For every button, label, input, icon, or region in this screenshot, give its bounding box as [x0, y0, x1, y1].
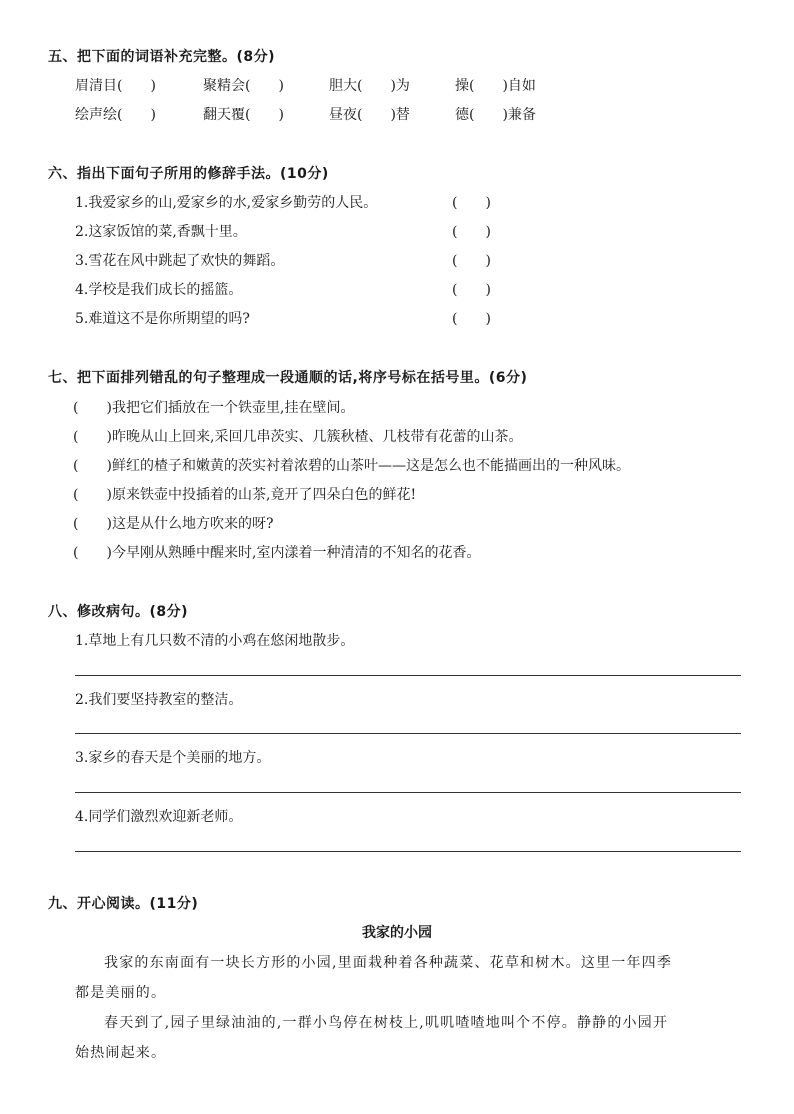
order-blank[interactable]: ( )	[73, 487, 112, 503]
answer-blank[interactable]: ( )	[452, 253, 491, 269]
passage-line: 始热闹起来。	[75, 1045, 167, 1061]
scrambled-sentence: 原来铁壶中投插着的山茶,竟开了四朵白色的鲜花!	[112, 487, 417, 503]
answer-blank[interactable]: ( )	[452, 224, 491, 240]
scrambled-sentence: 昨晚从山上回来,采回几串茨实、几簇秋楂、几枝带有花蕾的山茶。	[112, 429, 523, 445]
rhetoric-sentence: 5.难道这不是你所期望的吗?	[75, 311, 250, 327]
rhetoric-sentence: 2.这家饭馆的菜,香飘十里。	[75, 224, 247, 240]
faulty-sentence: 2.我们要坚持教室的整洁。	[75, 692, 243, 708]
answer-line[interactable]	[75, 675, 741, 676]
rhetoric-sentence: 1.我爱家乡的山,爱家乡的水,爱家乡勤劳的人民。	[75, 195, 378, 211]
scrambled-sentence: 今早刚从熟睡中醒来时,室内漾着一种清清的不知名的花香。	[112, 545, 481, 561]
order-blank[interactable]: ( )	[73, 458, 112, 474]
idiom-blank[interactable]: 翻天覆( )	[203, 107, 284, 123]
passage-line: 都是美丽的。	[75, 985, 167, 1001]
scrambled-sentence: 这是从什么地方吹来的呀?	[112, 516, 274, 532]
passage-title: 我家的小园	[362, 925, 432, 941]
answer-blank[interactable]: ( )	[452, 311, 491, 327]
idiom-blank[interactable]: 操( )自如	[455, 78, 536, 94]
order-blank[interactable]: ( )	[73, 400, 112, 416]
idiom-blank[interactable]: 昼夜( )替	[329, 107, 410, 123]
faulty-sentence: 1.草地上有几只数不清的小鸡在悠闲地散步。	[75, 633, 355, 649]
faulty-sentence: 4.同学们激烈欢迎新老师。	[75, 809, 243, 825]
passage-line: 春天到了,园子里绿油油的,一群小鸟停在树枝上,叽叽喳喳地叫个不停。静静的小园开	[104, 1015, 669, 1031]
section-5-title: 五、把下面的词语补充完整。(8分)	[48, 49, 276, 65]
section-6-title: 六、指出下面句子所用的修辞手法。(10分)	[48, 166, 329, 182]
rhetoric-sentence: 3.雪花在风中跳起了欢快的舞蹈。	[75, 253, 285, 269]
order-blank[interactable]: ( )	[73, 545, 112, 561]
order-blank[interactable]: ( )	[73, 516, 112, 532]
idiom-blank[interactable]: 德( )兼备	[455, 107, 536, 123]
answer-line[interactable]	[75, 851, 741, 852]
answer-line[interactable]	[75, 733, 741, 734]
section-9-title: 九、开心阅读。(11分)	[48, 896, 199, 912]
answer-line[interactable]	[75, 792, 741, 793]
idiom-blank[interactable]: 眉清目( )	[75, 78, 156, 94]
scrambled-sentence: 我把它们插放在一个铁壶里,挂在壁间。	[112, 400, 355, 416]
idiom-blank[interactable]: 聚精会( )	[203, 78, 284, 94]
answer-blank[interactable]: ( )	[452, 282, 491, 298]
scrambled-sentence: 鲜红的楂子和嫩黄的茨实衬着浓碧的山茶叶——这是怎么也不能描画出的一种风味。	[112, 458, 630, 474]
order-blank[interactable]: ( )	[73, 429, 112, 445]
idiom-blank[interactable]: 绘声绘( )	[75, 107, 156, 123]
rhetoric-sentence: 4.学校是我们成长的摇篮。	[75, 282, 243, 298]
section-8-title: 八、修改病句。(8分)	[48, 604, 189, 620]
faulty-sentence: 3.家乡的春天是个美丽的地方。	[75, 750, 271, 766]
passage-line: 我家的东南面有一块长方形的小园,里面栽种着各种蔬菜、花草和树木。这里一年四季	[104, 955, 673, 971]
section-7-title: 七、把下面排列错乱的句子整理成一段通顺的话,将序号标在括号里。(6分)	[48, 370, 528, 386]
answer-blank[interactable]: ( )	[452, 195, 491, 211]
idiom-blank[interactable]: 胆大( )为	[329, 78, 410, 94]
